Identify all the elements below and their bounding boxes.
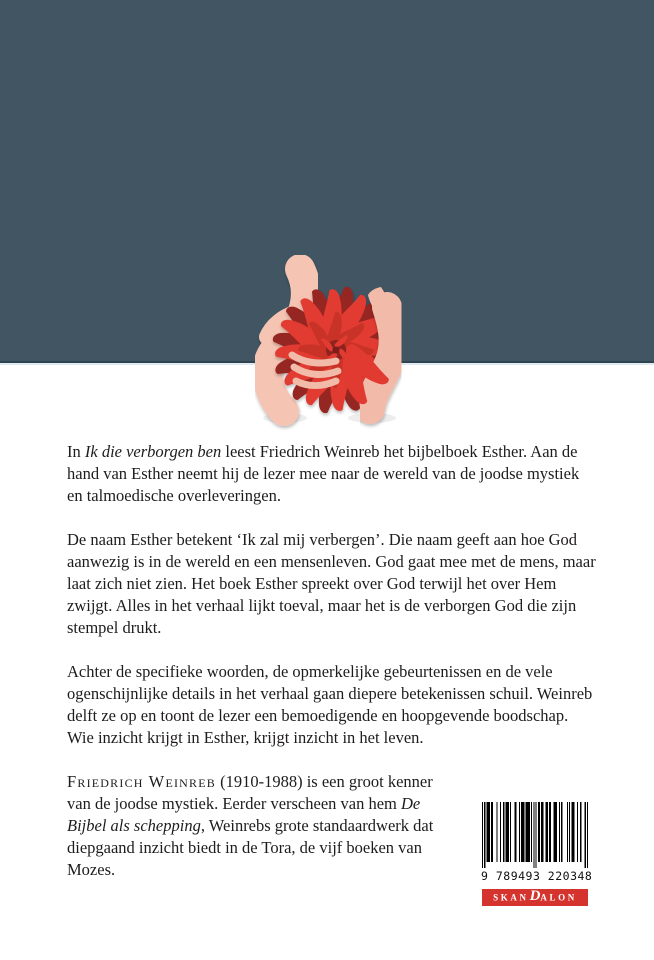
paragraph-3: Achter de specifieke woorden, de opmerkelijke gebeurtenissen en de vele ogenschijnlijke details in het verhaal gaan diepere betekenissen schuil. Weinreb delft ze op en toont de lezer een bemoedigende en hoopgevende boodschap. Wie inzicht krijgt in Esther, krijgt inzicht in het leven.	[67, 662, 593, 747]
hands-rose-illustration	[240, 255, 430, 433]
logo-text-skan: SKAN	[493, 892, 529, 903]
paragraph-2: De naam Esther betekent ‘Ik zal mij verbergen’. Die naam geeft aan hoe God aanwezig is in de wereld en een mensenleven. God gaat mee met de mens, maar laat zich niet zien. Het boek Esther spreekt over God terwijl het over Hem zwijgt. Alles in het verhaal lijkt toeval, maar het is de verborgen God die zijn stempel drukt.	[67, 530, 596, 637]
logo-text-d: D	[529, 888, 541, 904]
logo-text-alon: ALON	[540, 892, 577, 903]
barcode	[482, 802, 588, 868]
paragraph-4: Friedrich Weinreb (1910-1988) is een groot kenner van de joodse mystiek. Eerder verscheen van hem De Bijbel als schepping, Weinrebs grote standaardwerk dat diepgaand inzicht biedt in de Tora, de vijf boeken van Mozes.	[67, 771, 598, 881]
publisher-logo	[482, 889, 588, 906]
barcode-number: 9 789493 220348	[481, 869, 593, 883]
barcode-block	[481, 802, 593, 906]
paragraph-1: In Ik die verborgen ben leest Friedrich Weinreb het bijbelboek Esther. Aan de hand van Esther neemt hij de lezer mee naar de wereld van de joodse mystiek en talmoedische overleveringen.	[67, 442, 580, 505]
